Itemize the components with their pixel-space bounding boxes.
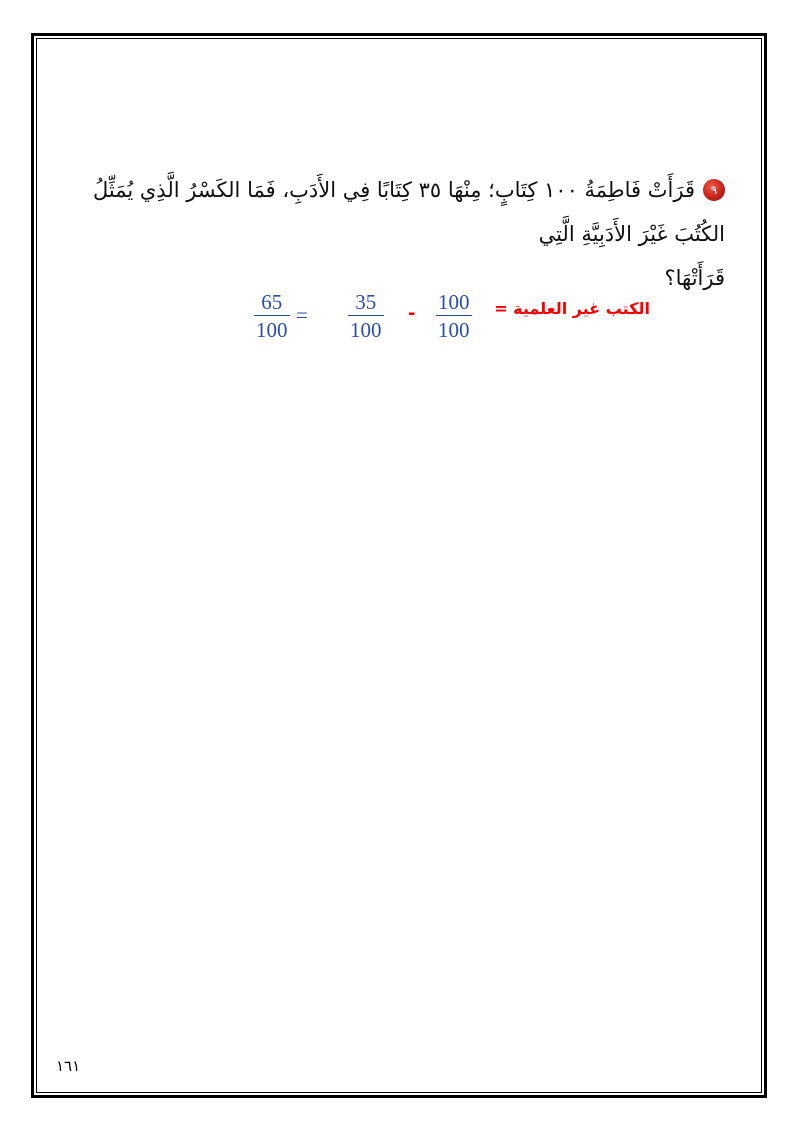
equals-operator: = — [296, 303, 308, 327]
answer-equation — [250, 290, 670, 345]
fraction-result — [254, 290, 290, 342]
fraction-result-bar — [254, 315, 290, 316]
question-text-line1: قَرَأَتْ فَاطِمَةُ ١٠٠ كِتَابٍ؛ مِنْهَا ٣٥ كِتَابًا فِي الأَدَبِ، فَمَا الكَسْرُ الَّذِي يُمَثِّلُ الكُتُبَ غَيْرَ الأَدَبِيَّةِ الَّتِي — [92, 178, 725, 246]
fraction-result-denominator: 100 — [256, 318, 288, 342]
fraction-total — [436, 290, 472, 342]
fraction-literature — [348, 290, 384, 342]
page-number: ١٦١ — [56, 1057, 81, 1075]
fraction-total-bar — [436, 315, 472, 316]
question-number-badge: ٩ — [703, 179, 725, 201]
fraction-literature-numerator: 35 — [355, 290, 377, 314]
answer-label: الكتب غير العلمية = — [494, 299, 650, 318]
fraction-literature-bar — [348, 315, 384, 316]
fraction-result-numerator: 65 — [261, 290, 283, 314]
minus-operator: - — [408, 303, 416, 324]
fraction-literature-denominator: 100 — [350, 318, 382, 342]
question-text-line2: قَرَأَتْهَا؟ — [664, 266, 725, 290]
fraction-total-numerator: 100 — [438, 290, 470, 314]
fraction-total-denominator: 100 — [438, 318, 470, 342]
question-block — [85, 168, 725, 300]
